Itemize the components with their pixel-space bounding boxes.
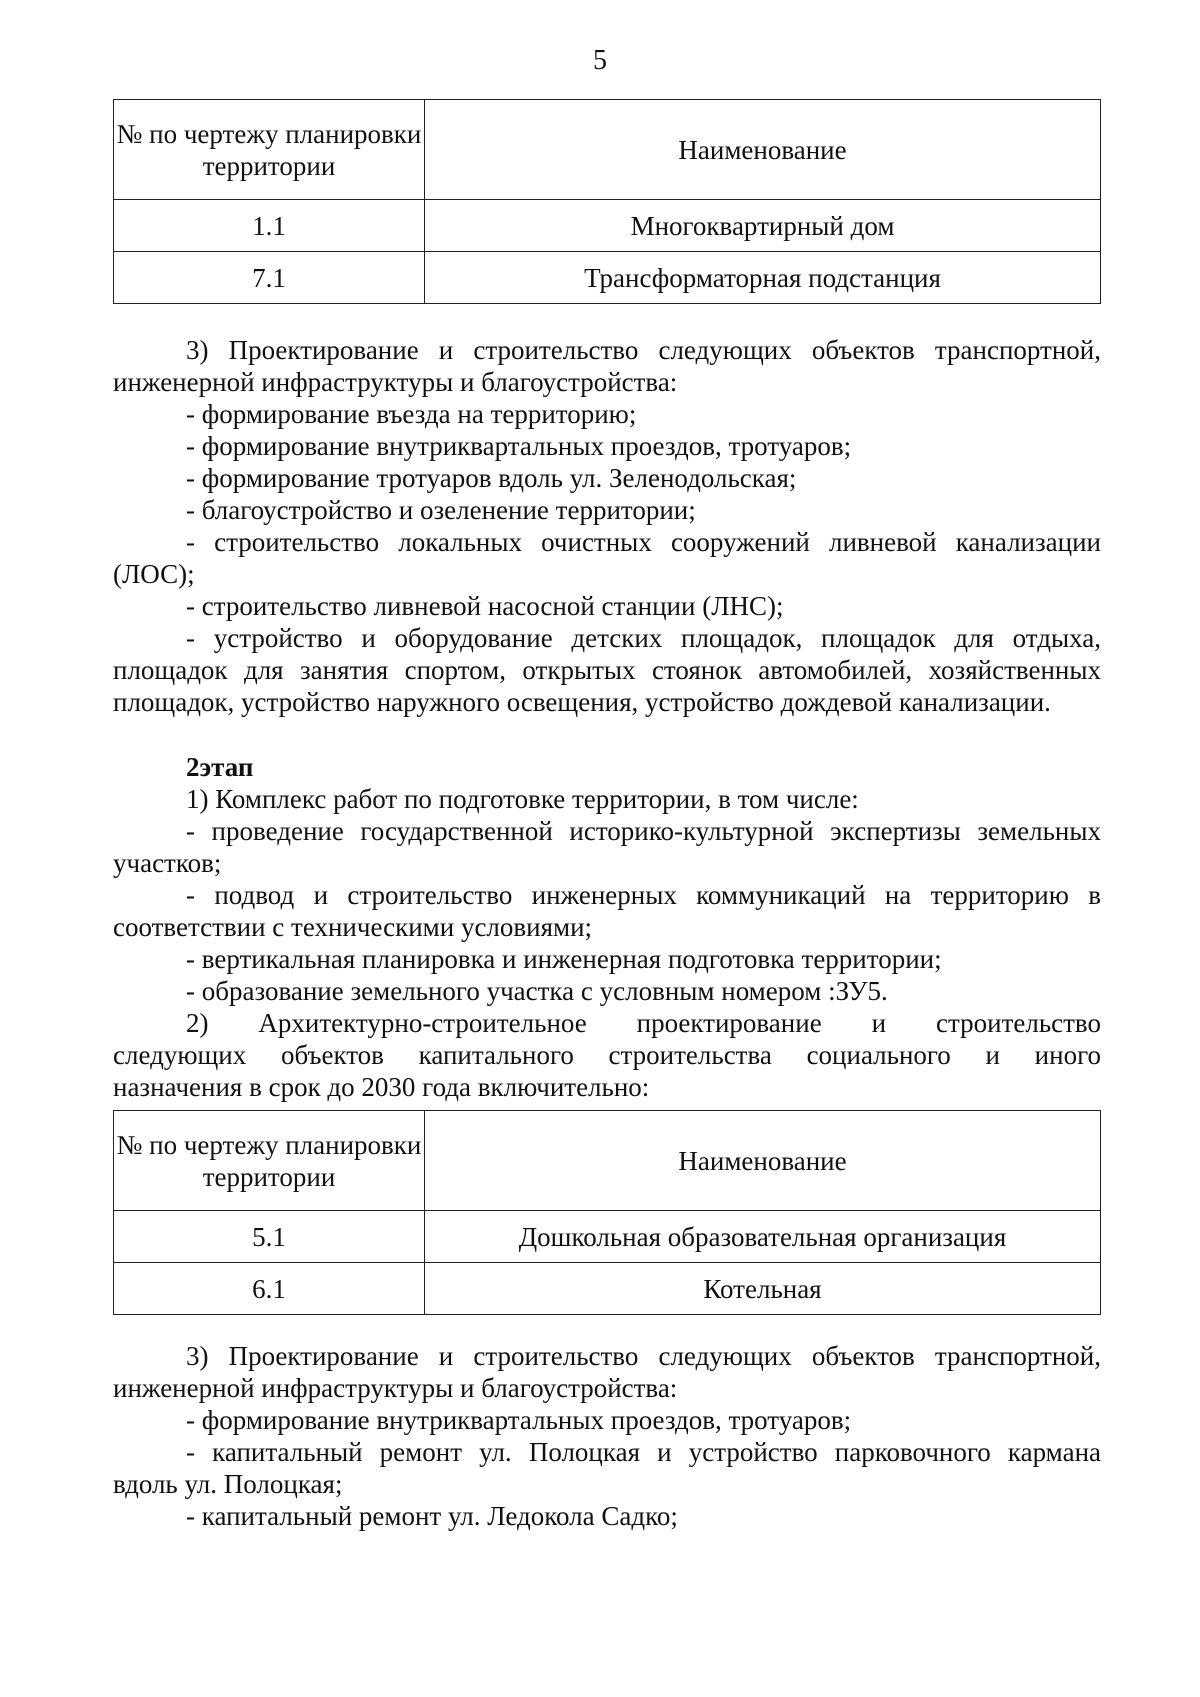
list-item: - благоустройство и озеленение территории; bbox=[186, 495, 696, 525]
paragraph-line: 1) Комплекс работ по подготовке территории, в том числе: bbox=[186, 784, 859, 814]
list-item: - образование земельного участка с условным номером :ЗУ5. bbox=[186, 976, 888, 1006]
paragraph-line: следующих объектов капитального строительства социального и иного bbox=[113, 1040, 1101, 1070]
cell-drawing-number: 5.1 bbox=[114, 1211, 425, 1263]
page-number: 5 bbox=[593, 45, 607, 76]
paragraph-line: инженерной инфраструктуры и благоустройства: bbox=[113, 367, 678, 397]
list-item-continuation: участков; bbox=[113, 848, 222, 878]
stage-1-infrastructure-text bbox=[113, 334, 1101, 718]
header-drawing-number: № по чертежу планировки территории bbox=[114, 1111, 425, 1211]
cell-name: Многоквартирный дом bbox=[425, 200, 1101, 252]
list-item: - формирование внутриквартальных проездов, тротуаров; bbox=[186, 431, 852, 461]
list-item: - вертикальная планировка и инженерная подготовка территории; bbox=[186, 944, 942, 974]
table-header-row bbox=[114, 100, 1101, 200]
header-drawing-number: № по чертежу планировки территории bbox=[114, 100, 425, 200]
stage-heading: 2этап bbox=[186, 752, 254, 782]
cell-name: Дошкольная образовательная организация bbox=[425, 1211, 1101, 1263]
paragraph-line: назначения в срок до 2030 года включительно: bbox=[113, 1072, 650, 1102]
list-item-continuation: площадок, устройство наружного освещения, устройство дождевой канализации. bbox=[113, 687, 1051, 717]
list-item-continuation: вдоль ул. Полоцкая; bbox=[113, 1469, 343, 1499]
list-item: - подвод и строительство инженерных коммуникаций на территорию в bbox=[186, 880, 1101, 910]
list-item: - формирование внутриквартальных проездов, тротуаров; bbox=[186, 1405, 852, 1435]
list-item-continuation: (ЛОС); bbox=[113, 559, 195, 589]
cell-drawing-number: 6.1 bbox=[114, 1263, 425, 1315]
list-item-continuation: площадок для занятия спортом, открытых стоянок автомобилей, хозяйственных bbox=[113, 655, 1101, 685]
list-item: - строительство ливневой насосной станции (ЛНС); bbox=[186, 591, 784, 621]
stage-2-text bbox=[113, 751, 1101, 1103]
objects-table-stage-1 bbox=[113, 99, 1101, 304]
paragraph-line: 2) Архитектурно-строительное проектирование и строительство bbox=[186, 1008, 1101, 1038]
list-item: - строительство локальных очистных сооружений ливневой канализации bbox=[186, 527, 1101, 557]
list-item: - формирование тротуаров вдоль ул. Зеленодольская; bbox=[186, 463, 797, 493]
table-row bbox=[114, 200, 1101, 252]
cell-drawing-number: 1.1 bbox=[114, 200, 425, 252]
stage-2-infrastructure-text bbox=[113, 1340, 1101, 1532]
list-item: - капитальный ремонт ул. Ледокола Садко; bbox=[186, 1501, 678, 1531]
cell-name: Трансформаторная подстанция bbox=[425, 252, 1101, 304]
list-item: - формирование въезда на территорию; bbox=[186, 399, 637, 429]
paragraph-line: 3) Проектирование и строительство следующих объектов транспортной, bbox=[186, 1341, 1101, 1371]
list-item-continuation: соответствии с техническими условиями; bbox=[113, 912, 593, 942]
cell-drawing-number: 7.1 bbox=[114, 252, 425, 304]
table-row bbox=[114, 1211, 1101, 1263]
paragraph-line: 3) Проектирование и строительство следующих объектов транспортной, bbox=[186, 335, 1101, 365]
paragraph-line: инженерной инфраструктуры и благоустройства: bbox=[113, 1373, 678, 1403]
header-name: Наименование bbox=[425, 100, 1101, 200]
list-item: - устройство и оборудование детских площадок, площадок для отдыха, bbox=[186, 623, 1101, 653]
objects-table-stage-2 bbox=[113, 1110, 1101, 1315]
header-name: Наименование bbox=[425, 1111, 1101, 1211]
table-row bbox=[114, 252, 1101, 304]
table-row bbox=[114, 1263, 1101, 1315]
cell-name: Котельная bbox=[425, 1263, 1101, 1315]
list-item: - капитальный ремонт ул. Полоцкая и устройство парковочного кармана bbox=[186, 1437, 1101, 1467]
list-item: - проведение государственной историко-культурной экспертизы земельных bbox=[186, 816, 1101, 846]
table-header-row bbox=[114, 1111, 1101, 1211]
